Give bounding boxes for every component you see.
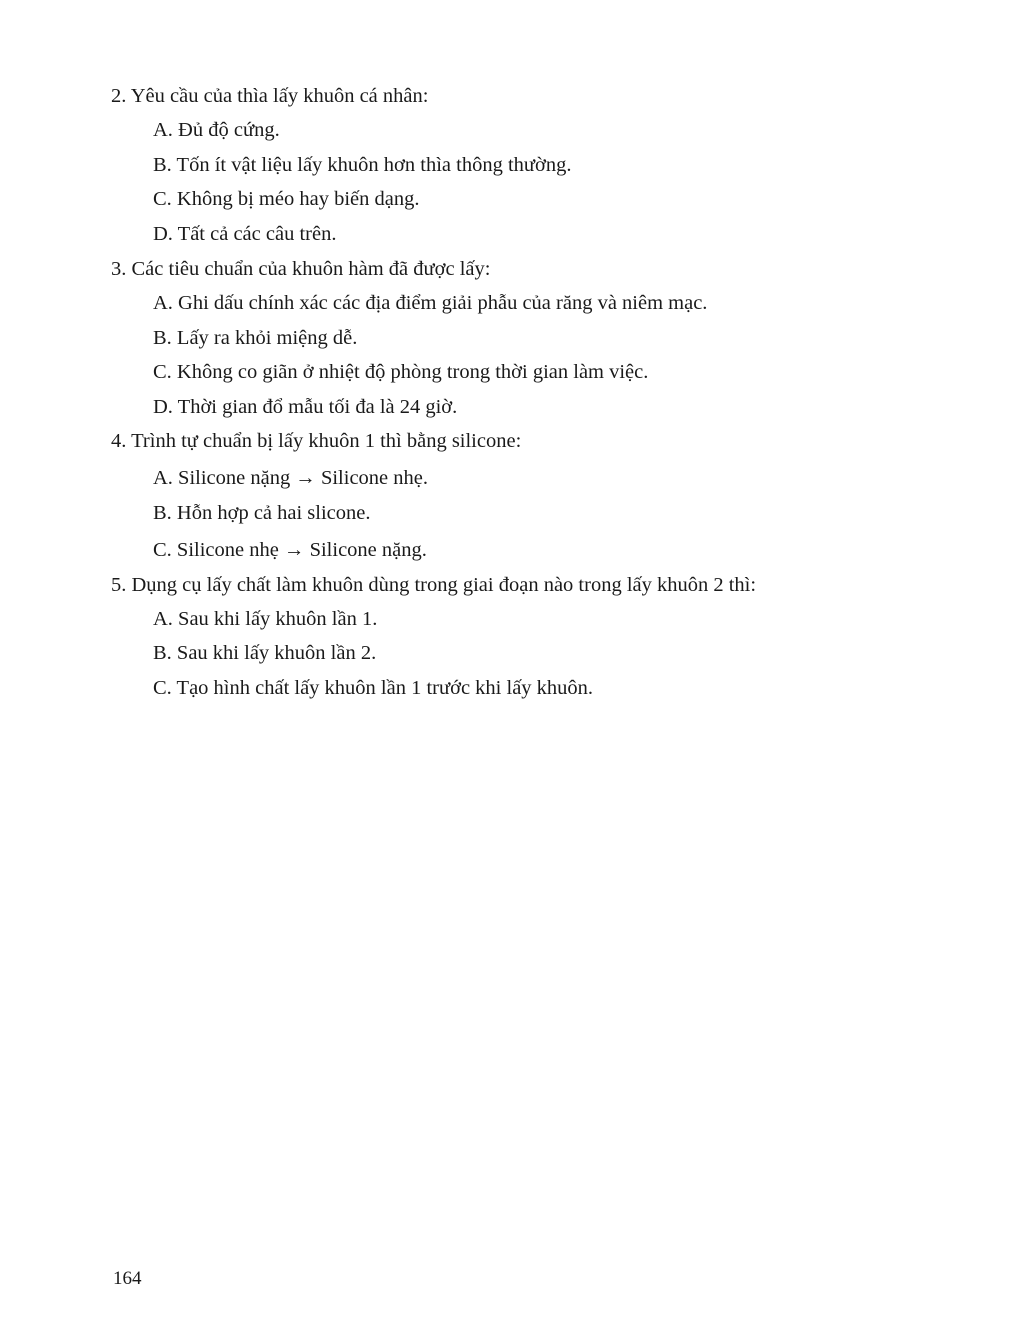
question-4-option-a: A. Silicone nặng → Silicone nhẹ. [153, 467, 428, 489]
question-3-option-c: C. Không co giãn ở nhiệt độ phòng trong thời gian làm việc. [153, 361, 649, 383]
question-2-option-b: B. Tốn ít vật liệu lấy khuôn hơn thìa thông thường. [153, 154, 572, 176]
question-4-option-c: C. Silicone nhẹ → Silicone nặng. [153, 539, 427, 561]
question-3-option-d: D. Thời gian đổ mẫu tối đa là 24 giờ. [153, 396, 458, 418]
question-2-stem: 2. Yêu cầu của thìa lấy khuôn cá nhân: [111, 85, 429, 107]
question-3-stem: 3. Các tiêu chuẩn của khuôn hàm đã được lấy: [111, 258, 491, 280]
question-5-option-b: B. Sau khi lấy khuôn lần 2. [153, 642, 377, 664]
question-2-option-c: C. Không bị méo hay biến dạng. [153, 188, 420, 210]
question-3-option-b: B. Lấy ra khỏi miệng dễ. [153, 327, 358, 349]
question-2-option-a: A. Đủ độ cứng. [153, 119, 280, 141]
question-5-option-c: C. Tạo hình chất lấy khuôn lần 1 trước khi lấy khuôn. [153, 677, 594, 699]
question-4-stem: 4. Trình tự chuẩn bị lấy khuôn 1 thì bằng silicone: [111, 430, 522, 452]
question-3-option-a: A. Ghi dấu chính xác các địa điểm giải phẫu của răng và niêm mạc. [153, 292, 708, 314]
question-5-stem: 5. Dụng cụ lấy chất làm khuôn dùng trong giai đoạn nào trong lấy khuôn 2 thì: [111, 574, 757, 596]
question-2-option-d: D. Tất cả các câu trên. [153, 223, 337, 245]
question-5-option-a: A. Sau khi lấy khuôn lần 1. [153, 608, 378, 630]
page-number: 164 [113, 1268, 142, 1289]
question-4-option-b: B. Hỗn hợp cả hai slicone. [153, 502, 371, 524]
